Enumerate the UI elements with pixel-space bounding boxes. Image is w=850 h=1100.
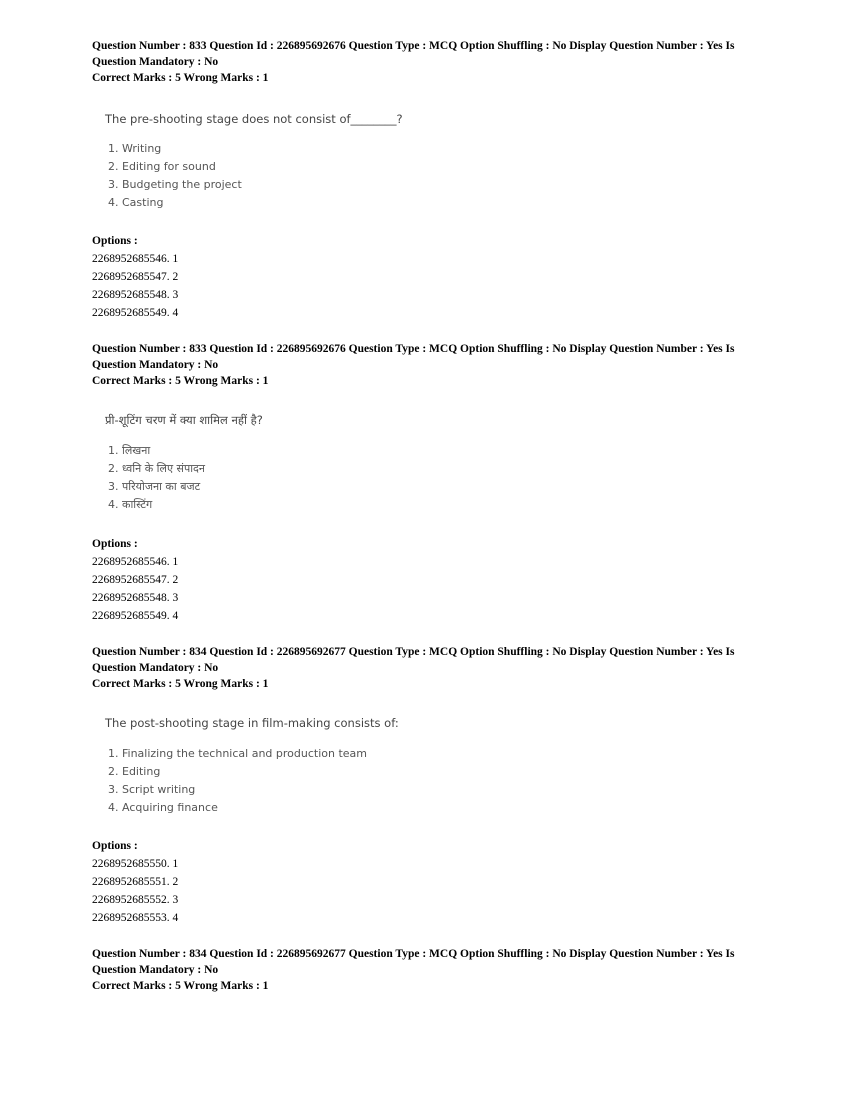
option-row: 2268952685547. 2 — [92, 271, 179, 283]
options-section — [92, 232, 178, 322]
header-line: Question Number : 833 Question Id : 226895692676 Question Type : MCQ Option Shuffling : No Display Question Number : Yes Is — [92, 40, 735, 52]
choice-item: 3. परियोजना का बजट — [108, 480, 201, 493]
question-header — [92, 946, 772, 994]
question-header — [92, 38, 772, 86]
header-line: Question Mandatory : No — [92, 662, 219, 674]
choice-item: 2. ध्वनि के लिए संपादन — [108, 462, 206, 475]
option-row: 2268952685552. 3 — [92, 894, 179, 906]
header-marks: Correct Marks : 5 Wrong Marks : 1 — [92, 72, 269, 84]
options-section — [92, 837, 178, 927]
choice-item: 3. Script writing — [108, 783, 196, 796]
header-line: Question Mandatory : No — [92, 359, 219, 371]
choice-item: 4. कास्टिंग — [108, 498, 153, 511]
choice-list — [108, 745, 367, 817]
header-line: Question Number : 834 Question Id : 226895692677 Question Type : MCQ Option Shuffling : No Display Question Number : Yes Is — [92, 948, 735, 960]
question-text: प्री-शूटिंग चरण में क्या शामिल नहीं है? — [105, 413, 263, 427]
options-title: Options : — [92, 538, 138, 550]
option-row: 2268952685546. 1 — [92, 253, 179, 265]
choice-item: 4. Acquiring finance — [108, 801, 218, 814]
choice-item: 1. लिखना — [108, 444, 151, 457]
option-row: 2268952685548. 3 — [92, 289, 179, 301]
header-line: Question Mandatory : No — [92, 964, 219, 976]
choice-list — [108, 442, 205, 514]
choice-item: 2. Editing — [108, 765, 161, 778]
question-text: The post-shooting stage in film-making consists of: — [105, 716, 399, 730]
options-title: Options : — [92, 235, 138, 247]
option-row: 2268952685553. 4 — [92, 912, 179, 924]
header-line: Question Mandatory : No — [92, 56, 219, 68]
header-marks: Correct Marks : 5 Wrong Marks : 1 — [92, 980, 269, 992]
choice-item: 3. Budgeting the project — [108, 178, 242, 191]
question-header — [92, 644, 772, 692]
option-row: 2268952685550. 1 — [92, 858, 179, 870]
option-row: 2268952685549. 4 — [92, 307, 179, 319]
options-title: Options : — [92, 840, 138, 852]
header-line: Question Number : 834 Question Id : 226895692677 Question Type : MCQ Option Shuffling : No Display Question Number : Yes Is — [92, 646, 735, 658]
options-section — [92, 535, 178, 625]
option-row: 2268952685546. 1 — [92, 556, 179, 568]
choice-list — [108, 140, 242, 212]
question-header — [92, 341, 772, 389]
choice-item: 1. Finalizing the technical and production team — [108, 747, 367, 760]
header-marks: Correct Marks : 5 Wrong Marks : 1 — [92, 375, 269, 387]
choice-item: 2. Editing for sound — [108, 160, 216, 173]
header-line: Question Number : 833 Question Id : 226895692676 Question Type : MCQ Option Shuffling : No Display Question Number : Yes Is — [92, 343, 735, 355]
header-marks: Correct Marks : 5 Wrong Marks : 1 — [92, 678, 269, 690]
choice-item: 4. Casting — [108, 196, 164, 209]
question-text: The pre-shooting stage does not consist of________? — [105, 112, 403, 126]
option-row: 2268952685549. 4 — [92, 610, 179, 622]
option-row: 2268952685551. 2 — [92, 876, 179, 888]
option-row: 2268952685547. 2 — [92, 574, 179, 586]
option-row: 2268952685548. 3 — [92, 592, 179, 604]
choice-item: 1. Writing — [108, 142, 162, 155]
